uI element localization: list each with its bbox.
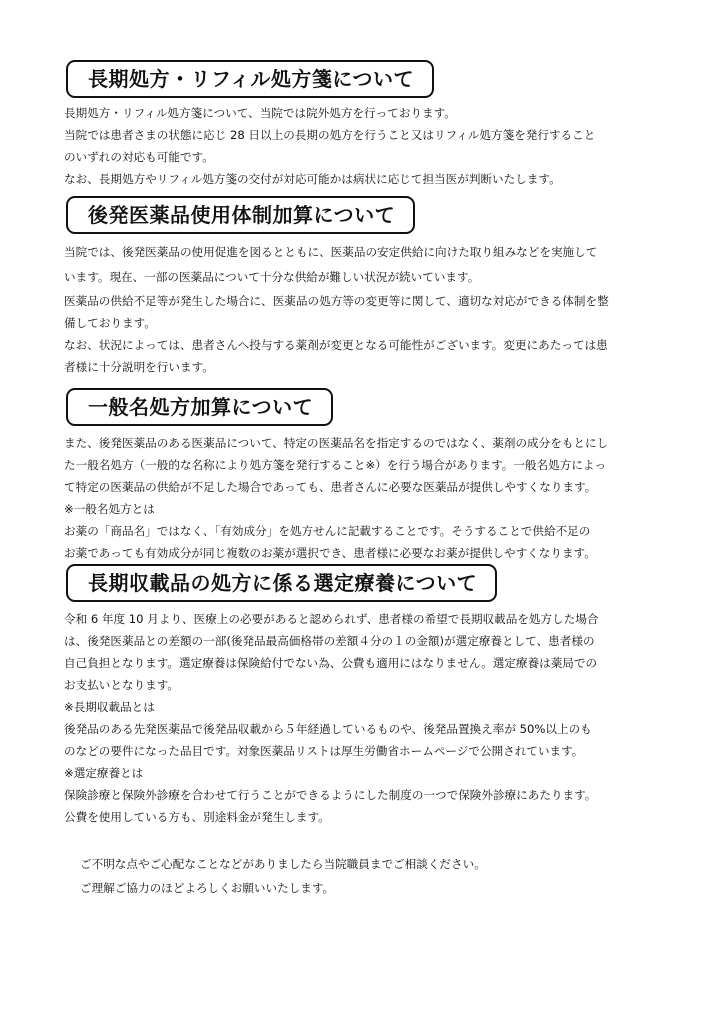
closing-line: ご不明な点やご心配なことなどがありましたら当院職員までご相談ください。 [80, 857, 486, 871]
paragraph-line: ※長期収載品とは [64, 700, 155, 714]
section-long-listed-drugs [64, 564, 664, 828]
paragraph-line: お薬の「商品名」ではなく、「有効成分」を処方せんに記載することです。そうすることで供給不足の [64, 524, 591, 538]
paragraph-line: 長期処方・リフィル処方箋について、当院では院外処方を行っております。 [64, 106, 456, 120]
section-body [64, 432, 664, 564]
paragraph-line: なお、長期処方やリフィル処方箋の交付が対応可能かは病状に応じて担当医が判断いたします。 [64, 172, 561, 186]
paragraph-line: お支払いとなります。 [64, 678, 180, 692]
paragraph-line: は、後発医薬品との差額の一部(後発品最高価格帯の差額４分の１の金額)が選定療養として、患者様の [64, 634, 595, 648]
paragraph-line: ※一般名処方とは [64, 502, 155, 516]
paragraph-line: 備しております。 [64, 316, 156, 330]
paragraph-line: 当院では、後発医薬品の使用促進を図るとともに、医薬品の安定供給に向けた取り組みなどを実施して [64, 245, 598, 259]
section-body [64, 608, 664, 828]
section-heading: 長期処方・リフィル処方箋について [66, 60, 434, 98]
paragraph-line: 医薬品の供給不足等が発生した場合に、医薬品の処方等の変更等に関して、適切な対応ができる体制を整 [64, 294, 609, 308]
paragraph-line: 保険診療と保険外診療を合わせて行うことができるようにした制度の一つで保険外診療にあたります。 [64, 788, 597, 802]
section-body [64, 240, 664, 378]
paragraph-line: て特定の医薬品の供給が不足した場合であっても、患者さんに必要な医薬品が提供しやすくなります。 [64, 480, 597, 494]
paragraph-line: お薬であっても有効成分が同じ複数のお薬が選択でき、患者様に必要なお薬が提供しやすくなります。 [64, 546, 596, 560]
paragraph-line: 令和 6 年度 10 月より、医療上の必要があると認められず、患者様の希望で長期収載品を処方した場合 [64, 612, 599, 626]
paragraph-line: 当院では患者さまの状態に応じ 28 日以上の長期の処方を行うこと又はリフィル処方箋を発行すること [64, 128, 596, 142]
closing-line: ご理解ご協力のほどよろしくお願いいたします。 [80, 881, 335, 895]
paragraph-line: 後発品のある先発医薬品で後発品収載から５年経過しているものや、後発品置換え率が 50%以上のも [64, 722, 592, 736]
paragraph-line: た一般名処方（一般的な名称により処方箋を発行すること※）を行う場合があります。一般名処方によっ [64, 458, 607, 472]
section-heading: 後発医薬品使用体制加算について [66, 196, 415, 234]
paragraph-line: のなどの要件になった品目です。対象医薬品リストは厚生労働省ホームページで公開されています。 [64, 744, 584, 758]
section-heading: 一般名処方加算について [66, 388, 333, 426]
paragraph-line: ※選定療養とは [64, 766, 144, 780]
closing-note [80, 852, 680, 900]
paragraph-line: 者様に十分説明を行います。 [64, 360, 214, 374]
section-body [64, 102, 664, 190]
paragraph-line: います。現在、一部の医薬品について十分な供給が難しい状況が続いています。 [64, 270, 480, 284]
section-generic-drug-system [64, 196, 664, 378]
paragraph-line: 自己負担となります。選定療養は保険給付でない為、公費も適用にはなりません。選定療養は薬局での [64, 656, 598, 670]
paragraph-line: また、後発医薬品のある医薬品について、特定の医薬品名を指定するのではなく、薬剤の成分をもとにし [64, 436, 609, 450]
section-heading: 長期収載品の処方に係る選定療養について [66, 564, 497, 602]
paragraph-line: なお、状況によっては、患者さんへ投与する薬剤が変更となる可能性がございます。変更にあたっては患 [64, 338, 608, 352]
section-generic-name-prescription [64, 388, 664, 564]
paragraph-line: 公費を使用している方も、別途料金が発生します。 [64, 810, 330, 824]
section-long-term-prescription [64, 60, 664, 190]
paragraph-line: のいずれの対応も可能です。 [64, 150, 214, 164]
